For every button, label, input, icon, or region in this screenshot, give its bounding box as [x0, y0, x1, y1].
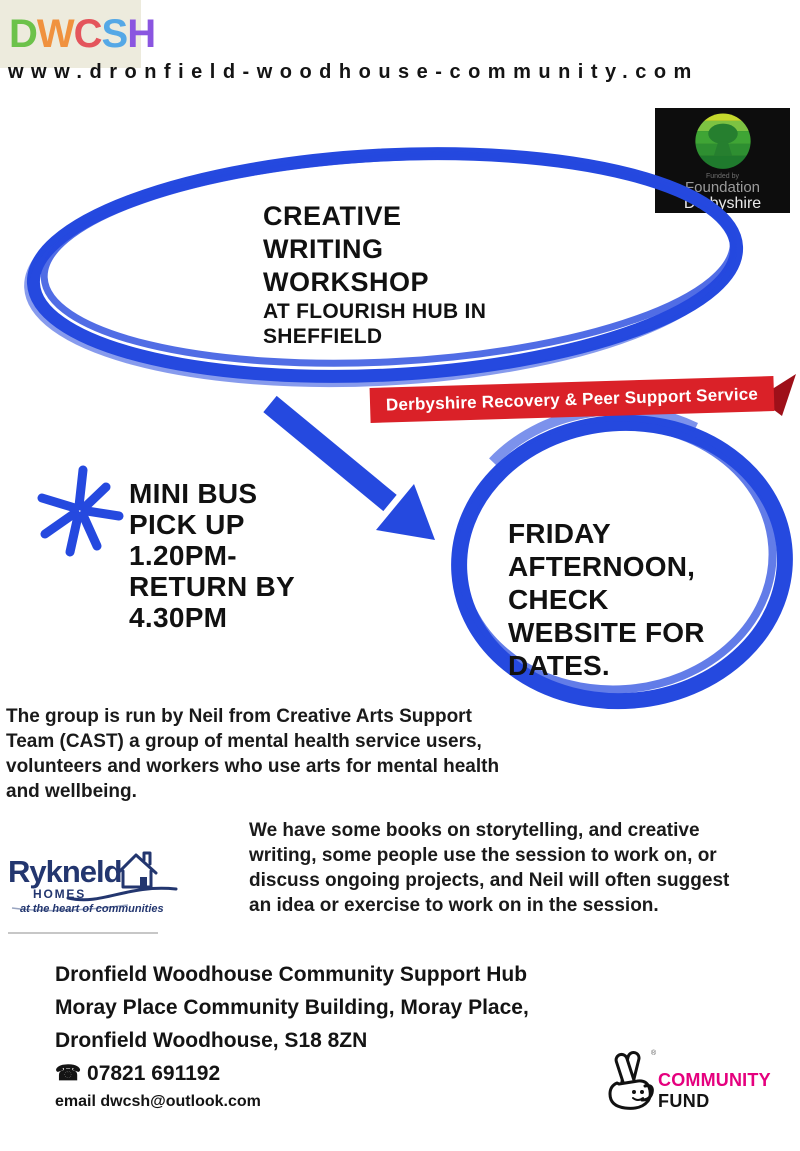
paragraph-line: writing, some people use the session to work on, or	[249, 845, 717, 866]
paragraph-line: The group is run by Neil from Creative Arts Support	[6, 706, 472, 727]
phone-icon: ☎	[55, 1062, 82, 1085]
paragraph-line: and wellbeing.	[6, 781, 137, 802]
brand-letter: C	[73, 12, 102, 56]
contact-line: Dronfield Woodhouse Community Support Hub	[55, 963, 528, 986]
rykneld-homes-logo	[8, 850, 178, 940]
community-label: COMMUNITY	[658, 1070, 771, 1090]
schedule-line: CHECK	[508, 584, 609, 615]
paragraph-line: an idea or exercise to work on in the session.	[249, 895, 659, 916]
schedule-info	[508, 517, 705, 682]
title-subtitle-line: SHEFFIELD	[263, 325, 383, 348]
minibus-line: PICK UP	[129, 509, 245, 540]
minibus-line: RETURN BY	[129, 571, 296, 602]
website-url: www.dronfield-woodhouse-community.com	[8, 61, 699, 83]
paragraph-line: Team (CAST) a group of mental health service users,	[6, 731, 482, 752]
brand-letter: H	[127, 12, 156, 56]
about-group-paragraph	[6, 704, 499, 804]
paragraph-line: volunteers and workers who use arts for mental health	[6, 756, 500, 777]
fund-label: FUND	[658, 1091, 710, 1111]
minibus-line: 4.30PM	[129, 602, 228, 633]
brand-letter: W	[36, 12, 74, 56]
title-line: WRITING	[263, 234, 384, 264]
phone-value: 07821 691192	[87, 1062, 221, 1085]
rykneld-name: Rykneld	[8, 854, 122, 889]
schedule-line: FRIDAY	[508, 518, 611, 549]
schedule-line: WEBSITE FOR	[508, 617, 705, 648]
email-address: email dwcsh@outlook.com	[55, 1093, 261, 1110]
about-sessions-paragraph	[249, 818, 729, 918]
workshop-title	[263, 200, 486, 349]
contact-line: Dronfield Woodhouse, S18 8ZN	[55, 1029, 368, 1052]
minibus-line: 1.20PM-	[129, 540, 237, 571]
divider	[8, 932, 158, 934]
community-fund-logo	[605, 1048, 795, 1128]
service-banner: Derbyshire Recovery & Peer Support Service	[370, 376, 775, 423]
rykneld-tagline: at the heart of communities	[20, 903, 164, 915]
title-line: CREATIVE	[263, 201, 402, 231]
rykneld-homes-label: HOMES	[33, 887, 87, 901]
schedule-line: AFTERNOON,	[508, 551, 696, 582]
brand-letter: D	[9, 12, 37, 56]
schedule-line: DATES.	[508, 650, 610, 681]
contact-block	[55, 958, 529, 1114]
minibus-line: MINI BUS	[129, 478, 258, 509]
dwcsh-logo	[0, 0, 156, 68]
trademark-symbol: ®	[651, 1050, 657, 1057]
crossed-fingers-icon	[605, 1048, 657, 1114]
asterisk-icon	[33, 460, 128, 560]
paragraph-line: We have some books on storytelling, and creative	[249, 820, 700, 841]
brand-letter: S	[101, 12, 128, 56]
funded-by-label: Funded by	[705, 172, 740, 180]
title-line: WORKSHOP	[263, 267, 429, 297]
minibus-info	[129, 478, 295, 633]
paragraph-line: discuss ongoing projects, and Neil will often suggest	[249, 870, 730, 891]
community-fund-text	[658, 1070, 771, 1112]
contact-line: Moray Place Community Building, Moray Place,	[55, 996, 529, 1019]
phone-number	[55, 1057, 529, 1090]
funder-name: Derbyshire	[683, 195, 762, 213]
funder-name: Foundation	[684, 178, 761, 196]
title-subtitle-line: AT FLOURISH HUB IN	[263, 300, 487, 323]
